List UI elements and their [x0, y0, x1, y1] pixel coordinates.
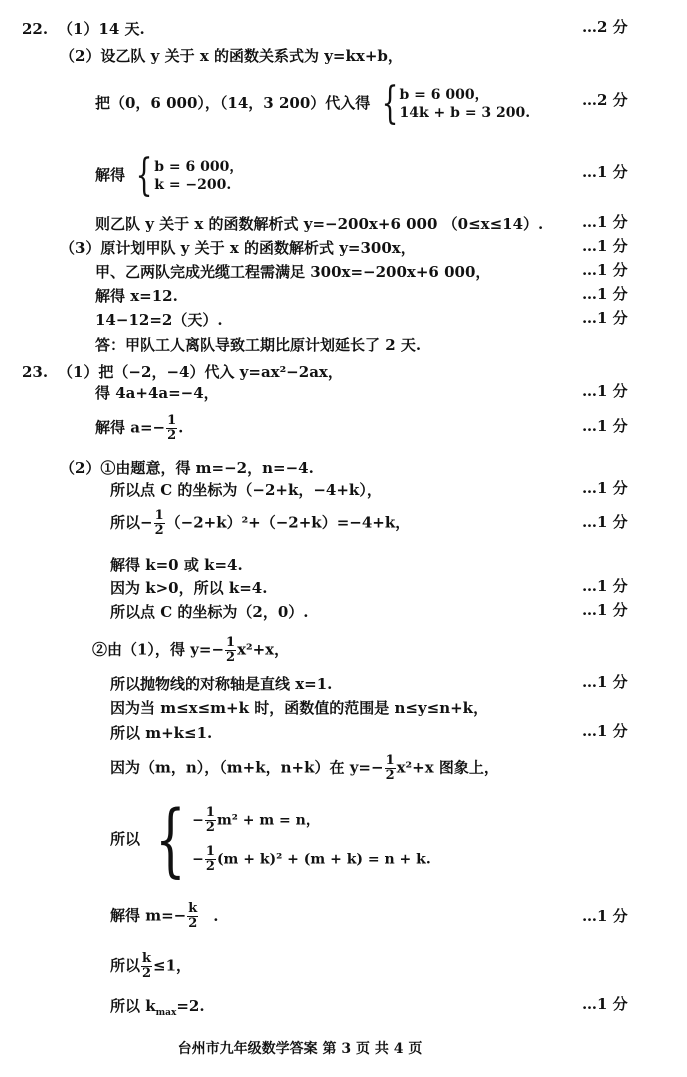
q23-c-final: 所以点 C 的坐标为（2，0）.	[110, 603, 309, 621]
score: …1 分	[582, 907, 628, 925]
numerator: 1	[167, 413, 177, 428]
text: 因为（m，n），（m+k，n+k）在 y=−	[110, 758, 384, 777]
score: …1 分	[582, 722, 628, 740]
text: =2.	[176, 997, 205, 1015]
numerator: k	[188, 901, 198, 916]
q23-points	[110, 754, 499, 783]
q22-part3: （3）原计划甲队 y 关于 x 的函数解析式 y=300x，	[60, 239, 416, 257]
fraction	[205, 845, 216, 874]
denominator: 2	[205, 820, 215, 835]
text: 所以	[110, 830, 141, 848]
text: 解得 a=−	[95, 418, 166, 437]
text: （−2+k）²+（−2+k）=−4+k，	[165, 513, 411, 532]
equation-system	[130, 150, 244, 201]
q23-range: 因为当 m≤x≤m+k 时，函数值的范围是 n≤y≤n+k，	[110, 699, 489, 717]
q23-so-k	[110, 952, 191, 981]
solve-text: 解得	[95, 166, 126, 184]
system-row: − $\frac{1}{2}$ (m + k)² + (m + k) = n + k.	[192, 844, 431, 874]
brace-icon: {	[155, 793, 186, 886]
numerator: 1	[205, 805, 215, 820]
system-row: − $\frac{1}{2}$ m² + m = n，	[192, 805, 320, 835]
system-row: k = −200.	[154, 177, 232, 193]
numerator: 1	[205, 844, 215, 859]
substitution-text: 把（0，6 000），（14，3 200）代入得	[95, 94, 371, 112]
denominator: 2	[205, 859, 215, 874]
text: 所以	[110, 956, 141, 975]
score: …2 分	[582, 18, 628, 36]
numerator: 1	[154, 508, 164, 523]
score: …2 分	[582, 91, 628, 109]
score: …1 分	[582, 513, 628, 531]
q23-solve-k: 解得 k=0 或 k=4.	[110, 556, 243, 574]
denominator: 2	[154, 523, 164, 538]
text: ②由（1），得 y=−	[92, 640, 225, 659]
fraction	[154, 509, 165, 538]
question-23-number: 23.	[22, 363, 49, 381]
text: m² + m = n，	[216, 812, 320, 829]
fraction	[187, 902, 198, 931]
denominator: 2	[167, 428, 177, 443]
q23-mk: 所以 m+k≤1.	[110, 724, 213, 742]
numerator: k	[142, 951, 152, 966]
question-22-number: 22.	[22, 20, 49, 38]
q23-solve-m	[110, 902, 218, 931]
q22-part1: （1）14 天.	[58, 20, 145, 38]
q23-equation	[110, 509, 410, 538]
q23-part2: （2）①由题意，得 m=−2，n=−4.	[60, 459, 314, 477]
text: (m + k)² + (m + k) = n + k.	[216, 851, 431, 868]
q22-solve-x: 解得 x=12.	[95, 287, 178, 305]
text: x²+x，	[237, 640, 290, 659]
q22-substitution	[95, 78, 531, 129]
text: x²+x 图象上，	[396, 758, 499, 777]
q23-k-positive: 因为 k>0，所以 k=4.	[110, 579, 268, 597]
fraction	[141, 952, 152, 981]
q22-answer: 答：甲队工人离队导致工期比原计划延长了 2 天.	[95, 336, 422, 354]
equation-system	[376, 78, 531, 129]
q23-part1: （1）把（−2，−4）代入 y=ax²−2ax，	[58, 363, 343, 381]
score: …1 分	[582, 417, 628, 435]
score: …1 分	[582, 213, 628, 231]
denominator: 2	[142, 966, 152, 981]
text: 所以−	[110, 513, 153, 532]
score: …1 分	[582, 261, 628, 279]
fraction	[385, 754, 396, 783]
q23-kmax	[110, 997, 205, 1022]
score: …1 分	[582, 309, 628, 327]
denominator: 2	[226, 650, 236, 665]
q23-get: 得 4a+4a=−4，	[95, 384, 219, 402]
q22-condition: 甲、乙两队完成光缆工程需满足 300x=−200x+6 000，	[95, 263, 491, 281]
system-row: 14k + b = 3 200.	[399, 105, 531, 121]
q22-difference: 14−12=2（天）.	[95, 311, 223, 329]
score: …1 分	[582, 673, 628, 691]
q23-part2-2	[92, 636, 289, 665]
score: …1 分	[582, 285, 628, 303]
q23-c-coord: 所以点 C 的坐标为（−2+k，−4+k），	[110, 481, 382, 499]
q23-system	[110, 793, 431, 886]
fraction	[166, 414, 177, 443]
numerator: 1	[385, 753, 395, 768]
brace-icon: {	[135, 150, 153, 201]
score: …1 分	[582, 479, 628, 497]
system-row: b = 6 000，	[154, 159, 244, 175]
denominator: 2	[188, 916, 198, 931]
brace-icon: {	[381, 78, 398, 129]
score: …1 分	[582, 237, 628, 255]
score: …1 分	[582, 163, 628, 181]
q23-axis: 所以抛物线的对称轴是直线 x=1.	[110, 675, 333, 693]
score: …1 分	[582, 995, 628, 1013]
text: 解得 m=−	[110, 906, 187, 925]
denominator: 2	[385, 768, 395, 783]
score: …1 分	[582, 577, 628, 595]
text: 所以 k	[110, 997, 156, 1015]
text: .	[178, 418, 184, 437]
numerator: 1	[226, 635, 236, 650]
equation-system	[145, 793, 431, 886]
q23-solve-a	[95, 414, 183, 443]
fraction	[225, 636, 236, 665]
text: .	[213, 906, 219, 925]
system-row: b = 6 000，	[399, 87, 489, 103]
fraction	[205, 806, 216, 835]
subscript: max	[155, 1008, 177, 1018]
q22-function: 则乙队 y 关于 x 的函数解析式 y=−200x+6 000 （0≤x≤14）.	[95, 215, 544, 233]
score: …1 分	[582, 601, 628, 619]
score: …1 分	[582, 382, 628, 400]
q22-solution	[95, 150, 244, 201]
page-footer: 台州市九年级数学答案 第 3 页 共 4 页	[177, 1041, 423, 1057]
q22-part2-intro: （2）设乙队 y 关于 x 的函数关系式为 y=kx+b，	[60, 47, 403, 65]
text: ≤1，	[153, 956, 192, 975]
